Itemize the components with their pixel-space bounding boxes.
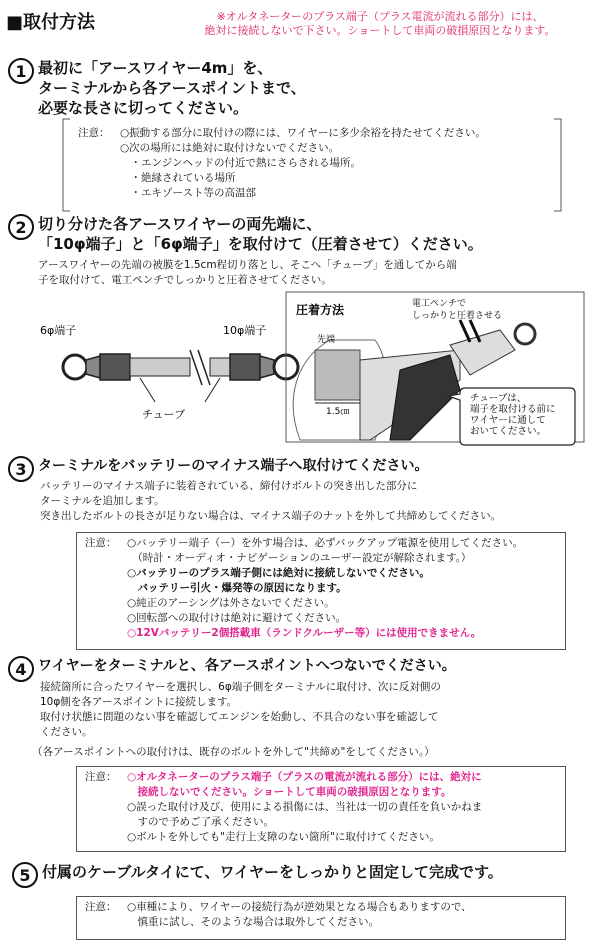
note-label: 注意： (85, 771, 117, 783)
step-number: 2 (8, 214, 34, 240)
heading-line: 最初に「アースワイヤー4m」を、 (38, 59, 273, 77)
body-line: 接続箇所に合ったワイヤーを選択し、6φ端子側をターミナルに取付け、次に反対側の (40, 681, 441, 693)
step-1 (8, 58, 306, 118)
step-4-note (76, 766, 566, 852)
heading-line: ターミナルから各アースポイントまで、 (38, 79, 306, 97)
step-number: 3 (8, 456, 34, 482)
body-line: 取付け状態に問題のない事を確認してエンジンを始動し、不具合のない事を確認して (40, 711, 439, 723)
note-line: バッテリー引火・爆発等の原因になります。 (127, 582, 347, 594)
note-line: ・エンジンヘッドの付近で熱にさらされる場所。 (120, 157, 361, 169)
label-10-terminal: 10φ端子 (223, 324, 267, 337)
top-warning-line: 絶対に接続しないで下さい。ショートして車両の破損原因となります。 (204, 24, 556, 37)
step-4 (8, 656, 456, 682)
note-line: ○12Vバッテリー2個搭載車（ランドクルーザー等）には使用できません。 (127, 627, 482, 639)
body-line: アースワイヤーの先端の被膜を1.5cm程切り落とし、そこへ「チューブ」を通してから端 (38, 259, 457, 271)
step-heading: 付属のケーブルタイにて、ワイヤーをしっかりと固定して完成です。 (42, 863, 503, 881)
wiring-diagram (30, 290, 590, 450)
note-line: （時計・オーディオ・ナビゲーションのユーザー設定が解除されます。） (127, 552, 472, 564)
note-line: ・エキゾースト等の高温部 (120, 187, 256, 199)
note-line: ○振動する部分に取付けの際には、ワイヤーに多少余裕を持たせてください。 (120, 127, 486, 139)
callout-line: 端子を取付ける前に (470, 404, 556, 415)
note-line: ○車種により、ワイヤーの接続行為が逆効果となる場合もありますので、 (127, 901, 472, 913)
callout-line: チューブは、 (470, 393, 527, 404)
step-4-body (40, 680, 590, 740)
body-line: 突き出したボルトの長さが足りない場合は、マイナス端子のナットを外して共締めしてください。 (40, 510, 502, 522)
note-line: 接続しないでください。ショートして車両の破損原因となります。 (127, 786, 452, 798)
step-3-note (76, 532, 566, 650)
note-label: 注意： (85, 901, 117, 913)
step-5-note (76, 896, 566, 940)
label-6-terminal: 6φ端子 (40, 324, 77, 337)
step-heading: ワイヤーをターミナルと、各アースポイントへつないでください。 (38, 658, 456, 674)
note-line: ○バッテリー端子（ー）を外す場合は、必ずバックアップ電源を使用してください。 (127, 537, 524, 549)
note-line: ○次の場所には絶対に取付けないでください。 (120, 142, 340, 154)
body-line: 10φ側を各アースポイントに接続します。 (40, 696, 238, 708)
step-number: 4 (8, 656, 34, 682)
note-line: すので予めご了承ください。 (127, 816, 274, 828)
top-warning-line: ※オルタネーターのプラス端子（プラス電流が流れる部分）には、 (216, 10, 544, 23)
callout-line: ワイヤーに通して (470, 415, 546, 426)
label-length: 1.5㎝ (326, 407, 350, 417)
note-label: 注意： (78, 127, 110, 139)
heading-line: 必要な長さに切ってください。 (38, 99, 249, 117)
note-line: ○誤った取付け及び、使用による損傷には、当社は一切の責任を負いかねま (127, 801, 483, 813)
step-1-note-frame (62, 118, 562, 212)
callout-line: おいてください。 (470, 426, 547, 437)
body-line: バッテリーのマイナス端子に装着されている、締付けボルトの突き出した部分に (40, 480, 418, 492)
note-line: 慎重に試し、そのような場合は取外してください。 (127, 916, 379, 928)
step-5 (12, 862, 503, 888)
note-line: ○ボルトを外しても"走行上支障のない箇所"に取付けてください。 (127, 831, 440, 843)
body-line: 子を取付けて、電工ペンチでしっかりと圧着させてください。 (38, 274, 332, 286)
top-warning (165, 10, 595, 38)
note-line: ○回転部への取付けは絶対に避けてください。 (127, 612, 347, 624)
page-title: ■取付方法 (6, 12, 96, 33)
note-line: ○純正のアーシングは外さないでください。 (127, 597, 335, 609)
heading-line: 「10φ端子」と「6φ端子」を取付けて（圧着させて）ください。 (38, 235, 483, 253)
body-line: ください。 (40, 726, 93, 738)
note-line: ○バッテリーのプラス端子側には絶対に接続しないでください。 (127, 567, 430, 579)
note-line: ・絶縁されている場所 (120, 172, 236, 184)
wire-illustration (63, 350, 298, 402)
label-tip: 先端 (317, 335, 336, 345)
note-label: 注意： (85, 537, 117, 549)
step-number: 1 (8, 58, 34, 84)
step-heading (38, 214, 483, 254)
pliers-note: 電工ペンチで (412, 299, 467, 309)
step-heading (38, 58, 306, 118)
step-2-body (38, 258, 578, 288)
step-4-paren-note: （各アースポイントへの取付けは、既存のボルトを外して"共締め"をしてください。） (32, 746, 435, 758)
step-number: 5 (12, 862, 38, 888)
crimp-title: 圧着方法 (296, 303, 345, 317)
step-heading: ターミナルをバッテリーのマイナス端子へ取付けてください。 (38, 458, 429, 474)
step-3-body (40, 479, 590, 524)
heading-line: 切り分けた各アースワイヤーの両先端に、 (38, 215, 322, 233)
label-tube: チューブ (142, 408, 186, 421)
step-2 (8, 214, 483, 254)
body-line: ターミナルを追加します。 (40, 495, 165, 507)
note-line: ○オルタネーターのプラス端子（プラスの電流が流れる部分）には、絶対に (127, 771, 482, 783)
pliers-note: しっかりと圧着させる (412, 311, 503, 321)
